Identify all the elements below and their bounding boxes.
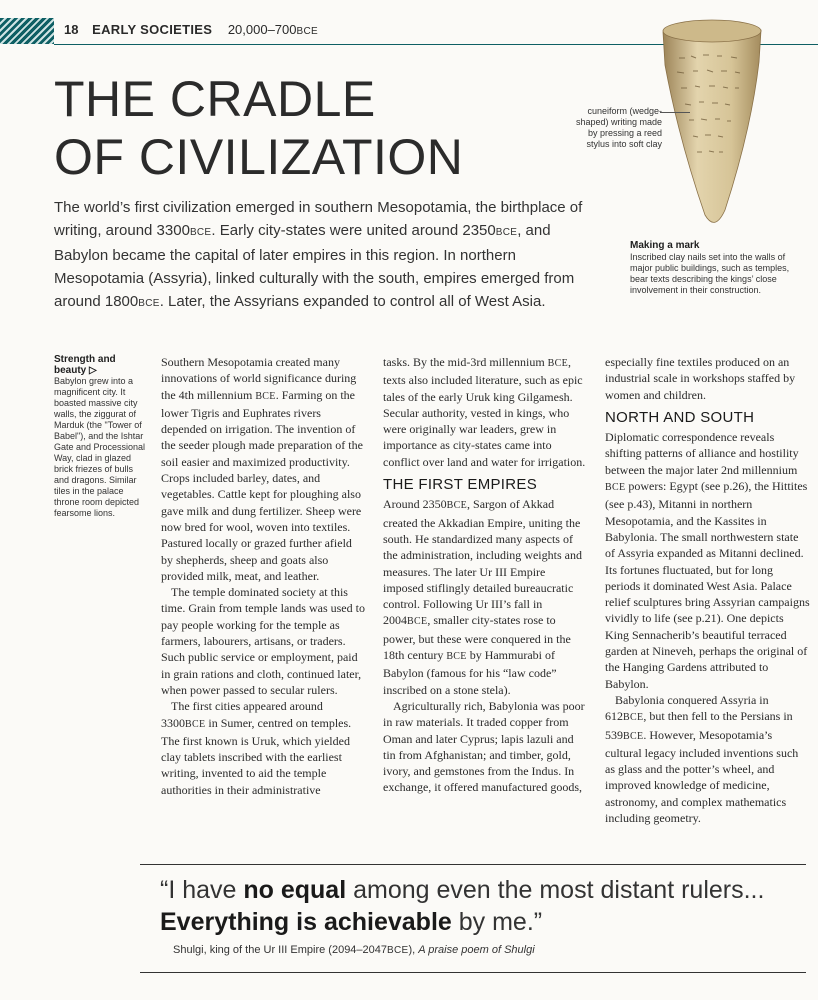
quote-text: among even the most distant rulers... [346, 876, 765, 904]
col3-paragraph-3: Its fortunes fluctuated, but for long periods it dominated West Asia. Palace relief sculptures bring Assyrian campaigns vividly to life (see p.21). One depicts King Sennacherib’s beautiful terraced garden at Nineveh, perhaps the original of the Hanging Gardens attributed to Babylon. [605, 562, 810, 691]
date-era: BCE [296, 26, 318, 37]
col2-text: by Hammurabi of Babylon (famous for his “law code” inscribed on a stone stela). [383, 648, 557, 697]
quote-bold: no equal [243, 876, 347, 904]
col1-paragraph-2: The temple dominated society at this time. Grain from temple lands was used to pay people working for the temple as farmers, labourers, artisans, or traders. Such public service or employment, paid in grain rations and cloth, continued later, when power passed to secular rulers. [161, 585, 365, 697]
section-name: EARLY SOCIETIES [92, 22, 213, 37]
col2-era: BCE [547, 358, 569, 369]
col3-paragraph-1: especially fine textiles produced on an industrial scale in workshops staffed by women and children. [605, 355, 796, 402]
col2-era: BCE [407, 616, 428, 628]
col3-era: BCE [623, 712, 644, 724]
strength-beauty-title: Strength and beauty ▷ [54, 354, 116, 376]
col1-paragraph-1 [161, 354, 366, 584]
header-text [64, 22, 318, 37]
col2-text: , texts also included literature, such as epic tales of the early Uruk king Gilgamesh. Secular authority, vested in kings, who were originally war leaders, grew in importance as city-states came into conflict over land and water for irrigation. [383, 355, 586, 469]
intro-era-2: BCE [495, 227, 518, 238]
col2-era: BCE [446, 500, 468, 512]
col1-text: . Farming on the lower Tigris and Euphrates rivers depended on irrigation. The invention of the seeder plough made preparation of the soil easier and maximized productivity. Crops included barley, dates, and vegetables. Cattle kept for ploughing also gave milk and dung fertilizer. Sheep were now bred for wool, woven into textiles. Pastured locally or grazed further afield by shepherds, sheep and goats also provided milk, meat, and leather. [161, 387, 363, 583]
date-range-years: 20,000–700 [227, 22, 297, 37]
col3-text: Babylonia conquered Assyria in 612 [605, 692, 769, 724]
col2-paragraph-2 [383, 496, 588, 698]
page-title [54, 70, 463, 186]
date-range [228, 22, 318, 37]
intro-text-1: The world’s first civilization emerged in southern Mesopotamia, the birthplace of writing, around 3300 [54, 199, 583, 239]
col3-era: BCE [605, 482, 626, 494]
title-line-2: OF CIVILIZATION [54, 129, 464, 185]
col1-era: BCE [185, 718, 206, 730]
intro-era-1: BCE [189, 227, 212, 238]
col3-paragraph-4 [605, 692, 810, 826]
intro-text-4: . Later, the Assyrians expanded to control all of West Asia. [159, 293, 546, 310]
strength-beauty-body: Babylon grew into a magnificent city. It boasted massive city walls, the ziggurat of Marduk (the "Tower of Babel"), and the Ishtar Gate and Processional Way, clad in glazed brick friezes of bulls and dragons. Similar tiles in the palace throne room depicted fearsome lions. [54, 376, 146, 518]
strength-beauty-caption [54, 354, 146, 519]
col1-text: The first cities appeared around 3300 [161, 699, 323, 730]
making-mark-caption [630, 240, 800, 296]
col3-text: . However, Mesopotamia’s cultural legacy included inventions such as glass and the potter’s wheel, and improved knowledge of medicine, astronomy, and complex mathematics including geometry. [605, 727, 799, 826]
quote-rule-top [140, 864, 806, 865]
quote-rule-bottom [140, 972, 806, 973]
header-hatch-pattern [0, 18, 54, 44]
col1-era: BCE [255, 390, 276, 402]
page-number: 18 [64, 22, 79, 37]
clay-nail-image [655, 10, 767, 235]
attrib-era: BCE [387, 945, 409, 956]
quote-bold: Everything is achievable [160, 908, 452, 936]
making-mark-body: Inscribed clay nails set into the walls of major public buildings, such as temples, bear texts describing the kings’ close involvement in their construction. [630, 252, 790, 295]
col2-text: , Sargon of Akkad created the Akkadian Empire, uniting the south. He standardized many aspects of the administration, including weights and measures. The later Ur III Empire imposed stiflingly detailed bureaucratic control. Following Ur III’s fall in 2004 [383, 497, 582, 628]
col2-text: Around 2350 [383, 497, 447, 512]
intro-text-2: . Early city-states were united around 2350 [211, 222, 496, 239]
col2-paragraph-3: Agriculturally rich, Babylonia was poor in raw materials. It traded copper from Oman and later Cyprus; lapis lazuli and tin from Afghanistan; and timber, gold, ivory, and gemstones from the Indus. In exchange, it offered manufactured goods, [383, 698, 585, 795]
callout-line [660, 112, 690, 113]
col3-text: Diplomatic correspondence reveals shifting patterns of alliance and hostility between the major later 2nd millennium [605, 430, 799, 477]
making-mark-title: Making a mark [630, 240, 700, 251]
col3-text: powers: Egypt (see p.26), the Hittites (see p.43), Mitanni in northern Mesopotamia, and the Kassites in Babylonia. The small northwestern state of Assyria expanded as Mitanni declined. [605, 479, 808, 561]
col2-text: tasks. By the mid-3rd millennium [383, 355, 545, 369]
col2-text: , smaller city-states rose to power, but these were conquered in the 18th century [383, 613, 571, 663]
attrib-text: Shulgi, king of the Ur III Empire (2094–2047 [173, 944, 388, 956]
col3-era: BCE [623, 730, 644, 742]
attrib-work-title: A praise poem of Shulgi [418, 944, 535, 956]
col1-text: in Sumer, centred on temples. The first known is Uruk, which yielded clay tablets inscribed with the earliest writing, invented to aid the temple authorities in their administrative [161, 715, 352, 797]
body-column-3 [605, 354, 810, 826]
quote-text: by me.” [451, 908, 543, 936]
pull-quote [160, 874, 800, 938]
north-south-heading: NORTH AND SOUTH [605, 408, 755, 426]
first-empires-heading: THE FIRST EMPIRES [383, 476, 538, 494]
body-column-1 [161, 354, 366, 798]
quote-text: “I have [160, 876, 244, 904]
title-line-1: THE CRADLE [54, 71, 376, 127]
col2-era: BCE [446, 651, 467, 663]
intro-paragraph [54, 196, 584, 315]
intro-era-3: BCE [138, 298, 160, 309]
cuneiform-callout: cuneiform (wedge-shaped) writing made by pressing a reed stylus into soft clay [575, 106, 662, 149]
col3-paragraph-2 [605, 429, 810, 561]
quote-attribution [173, 944, 535, 956]
body-column-2 [383, 354, 588, 796]
col2-paragraph-1 [383, 354, 588, 470]
intro-text-3: , and Babylon became the capital of later empires in this region. In northern Mesopotamia (Assyria), linked culturally with the south, empires emerged from around 1800 [54, 222, 575, 310]
attrib-text: ), [408, 944, 419, 956]
col3-text: , but then fell to the Persians in 539 [605, 709, 793, 742]
col1-text: Southern Mesopotamia created many innovations of world significance during the 4th millennium [161, 355, 357, 402]
col1-paragraph-3 [161, 698, 366, 798]
